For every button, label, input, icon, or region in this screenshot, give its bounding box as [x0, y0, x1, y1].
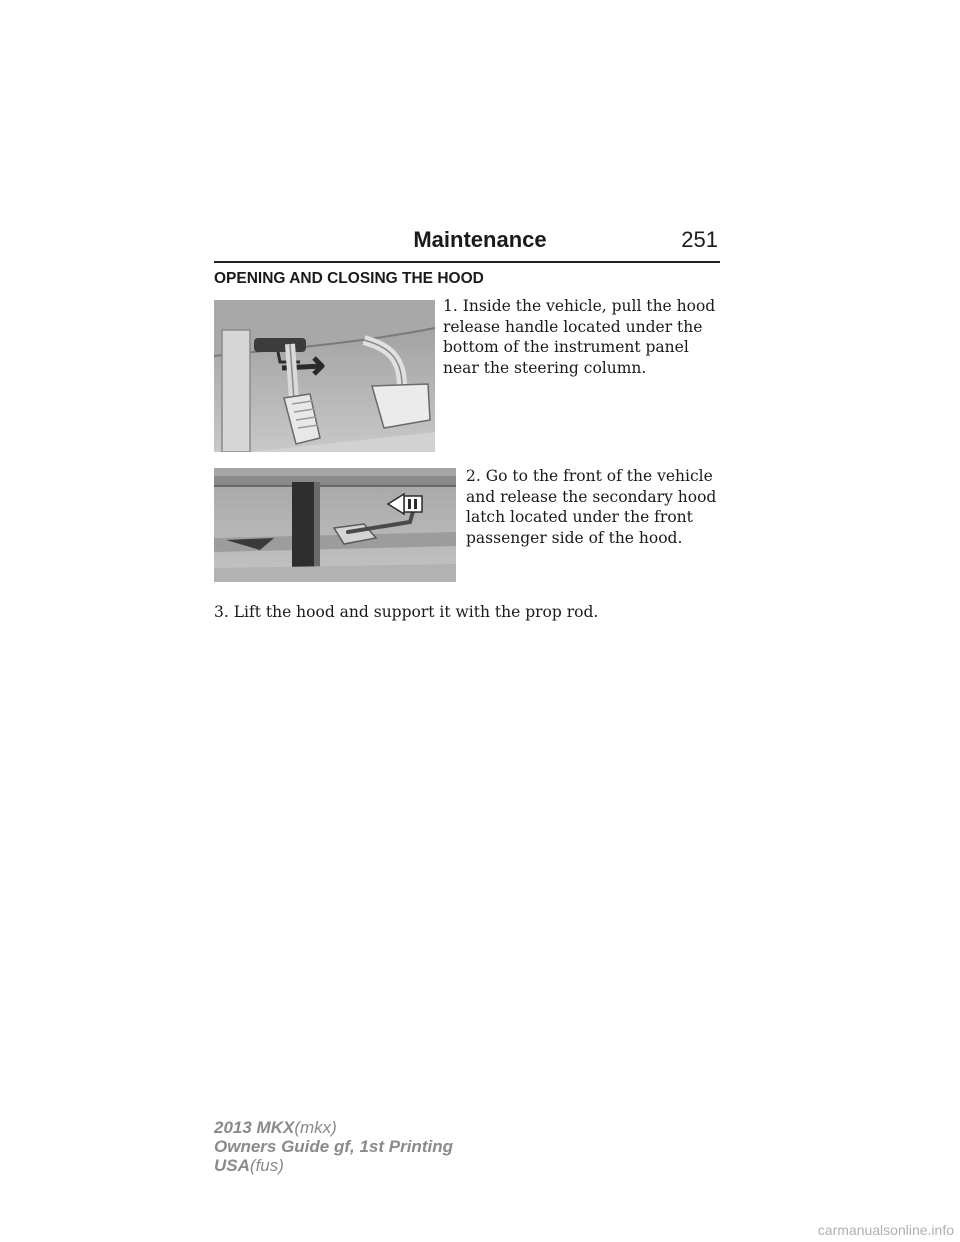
footer-region-line: USA(fus)	[214, 1156, 284, 1175]
watermark: carmanualsonline.info	[817, 1222, 954, 1238]
step-1-text: 1. Inside the vehicle, pull the hood release handle located under the bottom of the instrument panel near the steering column.	[443, 297, 716, 377]
footer-guide-line: Owners Guide gf, 1st Printing	[214, 1137, 453, 1156]
page-title: Maintenance	[413, 227, 547, 252]
header-divider	[214, 261, 720, 263]
hood-release-illustration	[214, 300, 435, 452]
page-number: 251	[681, 227, 718, 252]
page-footer	[214, 1118, 453, 1175]
section-heading: OPENING AND CLOSING THE HOOD	[214, 270, 484, 287]
step-2-text: 2. Go to the front of the vehicle and release the secondary hood latch located under the front passenger side of the hood.	[466, 467, 717, 547]
footer-model-line: 2013 MKX(mkx)	[214, 1118, 337, 1137]
secondary-latch-illustration	[214, 468, 456, 582]
step-3-text: 3. Lift the hood and support it with the prop rod.	[214, 603, 599, 621]
